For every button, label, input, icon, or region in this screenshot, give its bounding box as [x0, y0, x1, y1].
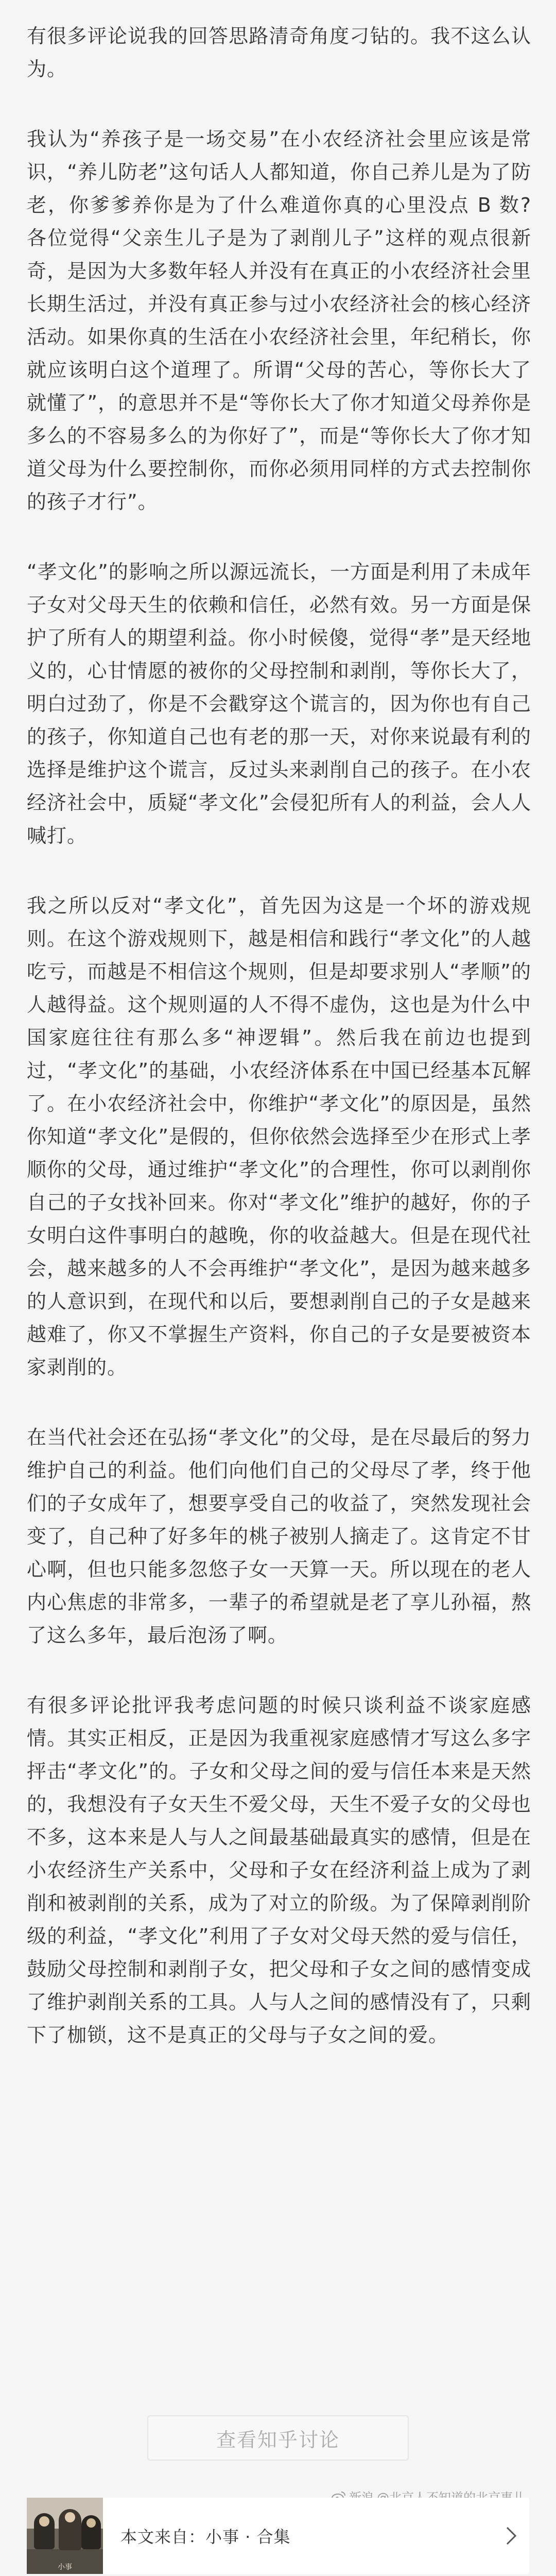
article-paragraph: 我认为“养孩子是一场交易”在小农经济社会里应该是常识，“养儿防老”这句话人人都知道，你自己养儿是为了防老，你爹爹养你是为了什么难道你真的心里没点 B 数? 各位觉得“父亲生儿子是为了剥削儿子”这样的观点很新奇，是因为大多数年轻人并没有在真正的小农经济社会里长期生活过，并没有真正参与过小农经济社会的核心经济活动。如果你真的生活在小农经济社会里，年纪稍长，你就应该明白这个道理了。所谓“父母的苦心，等你长大了就懂了”，的意思并不是“等你长大了你才知道父母养你是多么的不容易多么的为你好了”，而是“等你长大了你才知道父母为什么要控制你，而你必须用同样的方式去控制你的孩子才行”。 — [27, 128, 531, 513]
chevron-right-icon — [493, 2498, 529, 2574]
article-paragraph: 在当代社会还在弘扬“孝文化”的父母，是在尽最后的努力维护自己的利益。他们向他们自己的父母尽了孝，终于他们的子女成年了，想要享受自己的收益了，突然发现社会变了，自己种了好多年的桃子被别人摘走了。这肯定不甘心啊，但也只能多忽悠子女一天算一天。所以现在的老人内心焦虑的非常多，一辈子的希望就是老了享儿孙福，熬了这么多年，最后泡汤了啊。 — [27, 1426, 531, 1647]
discuss-button-container — [0, 2415, 556, 2461]
article-body — [27, 20, 531, 2052]
collection-thumbnail — [27, 2498, 103, 2574]
article-paragraph: 我之所以反对“孝文化”，首先因为这是一个坏的游戏规则。在这个游戏规则下，越是相信和践行“孝文化”的人越吃亏，而越是不相信这个规则，但是却要求别人“孝顺”的人越得益。这个规则逼的人不得不虚伪，这也是为什么中国家庭往往有那么多“神逻辑”。然后我在前边也提到过，“孝文化”的基础，小农经济体系在中国已经基本瓦解了。在小农经济社会中，你维护“孝文化”的原因是，虽然你知道“孝文化”是假的，但你依然会选择至少在形式上孝顺你的父母，通过维护“孝文化”的合理性，你可以剥削你自己的子女找补回来。你对“孝文化”维护的越好，你的子女明白这件事明白的越晚，你的收益越大。但是在现代社会，越来越多的人不会再维护“孝文化”，是因为越来越多的人意识到，在现代和以后，要想剥削自己的子女是越来越难了，你又不掌握生产资料，你自己的子女是要被资本家剥削的。 — [27, 894, 531, 1379]
view-zhihu-discussion-button[interactable]: 查看知乎讨论 — [147, 2415, 409, 2461]
article-paragraph: 有很多评论批评我考虑问题的时候只谈利益不谈家庭感情。其实正相反，正是因为我重视家庭感情才写这么多字抨击“孝文化”的。子女和父母之间的爱与信任本来是天然的，我想没有子女天生不爱父母，天生不爱子女的父母也不多，这本来是人与人之间最基础最真实的感情，但是在小农经济生产关系中，父母和子女在经济利益上成为了剥削和被剥削的关系，成为了对立的阶级。为了保障剥削阶级的利益，“孝文化”利用了子女对父母天然的爱与信任，鼓励父母控制和剥削子女，把父母和子女之间的感情变成了维护剥削关系的工具。人与人之间的感情没有了，只剩下了枷锁，这不是真正的父母与子女之间的爱。 — [27, 1694, 531, 2046]
source-label: 本文来自：小事 · 合集 — [120, 2527, 291, 2547]
source-collection-card[interactable] — [27, 2498, 529, 2574]
article-paragraph: 有很多评论说我的回答思路清奇角度刁钻的。我不这么认为。 — [27, 25, 531, 80]
thumbnail-caption: 小事 — [58, 2563, 72, 2571]
article-paragraph: “孝文化”的影响之所以源远流长，一方面是利用了未成年子女对父母天生的依赖和信任，必然有效。另一方面是保护了所有人的期望利益。你小时候傻，觉得“孝”是天经地义的，心甘情愿的被你的父母控制和剥削，等你长大了，明白过劲了，你是不会戳穿这个谎言的，因为你也有自己的孩子，你知道自己也有老的那一天，对你来说最有利的选择是维护这个谎言，反过头来剥削自己的孩子。在小农经济社会中，质疑“孝文化”会侵犯所有人的利益，会人人喊打。 — [27, 561, 531, 847]
